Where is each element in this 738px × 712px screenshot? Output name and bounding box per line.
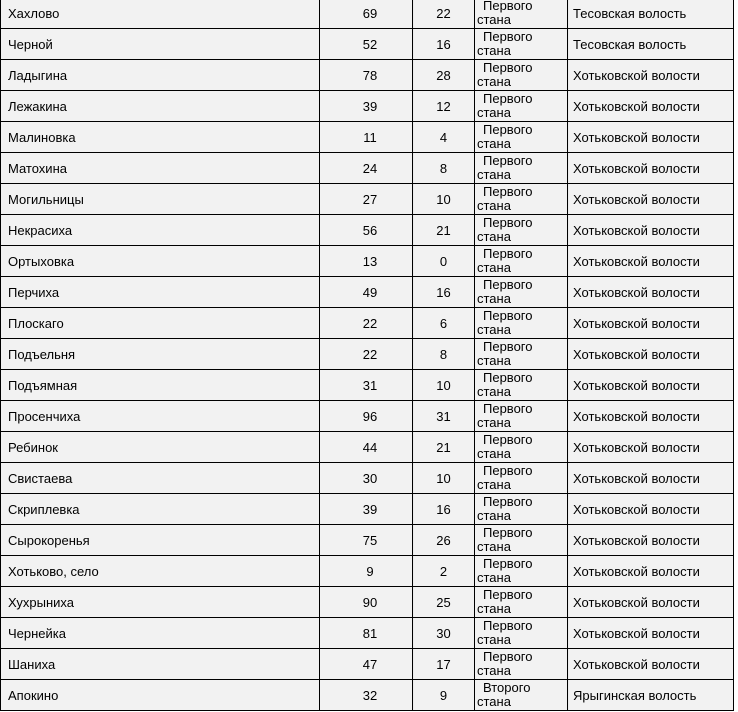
table-row bbox=[1, 246, 734, 277]
count-1-cell: 81 bbox=[320, 618, 413, 649]
table-row bbox=[1, 556, 734, 587]
table-row bbox=[1, 618, 734, 649]
count-2-cell: 21 bbox=[413, 215, 475, 246]
volost-cell: Хотьковской волости bbox=[568, 122, 734, 153]
stan-cell bbox=[475, 122, 568, 153]
settlement-name-cell: Черной bbox=[1, 29, 320, 60]
stan-cell bbox=[475, 29, 568, 60]
stan-label: Первого стана bbox=[477, 431, 533, 461]
count-1-cell: 96 bbox=[320, 401, 413, 432]
stan-label: Первого стана bbox=[477, 400, 533, 430]
volost-cell: Хотьковской волости bbox=[568, 525, 734, 556]
count-2-cell: 8 bbox=[413, 339, 475, 370]
table-row bbox=[1, 680, 734, 711]
settlement-name-cell: Хухрыниха bbox=[1, 587, 320, 618]
volost-cell: Хотьковской волости bbox=[568, 153, 734, 184]
settlement-name-cell: Могильницы bbox=[1, 184, 320, 215]
stan-label: Первого стана bbox=[477, 121, 533, 151]
count-1-cell: 47 bbox=[320, 649, 413, 680]
stan-cell bbox=[475, 60, 568, 91]
settlement-name-cell: Лежакина bbox=[1, 91, 320, 122]
settlement-name-cell: Малиновка bbox=[1, 122, 320, 153]
stan-cell bbox=[475, 91, 568, 122]
stan-label: Первого стана bbox=[477, 183, 533, 213]
count-1-cell: 44 bbox=[320, 432, 413, 463]
settlement-name-cell: Сырокоренья bbox=[1, 525, 320, 556]
count-1-cell: 31 bbox=[320, 370, 413, 401]
settlement-name-cell: Подъямная bbox=[1, 370, 320, 401]
stan-label: Первого стана bbox=[477, 338, 533, 368]
count-1-cell: 39 bbox=[320, 494, 413, 525]
settlement-name-cell: Подъельня bbox=[1, 339, 320, 370]
stan-cell bbox=[475, 432, 568, 463]
count-1-cell: 90 bbox=[320, 587, 413, 618]
stan-cell bbox=[475, 494, 568, 525]
count-1-cell: 9 bbox=[320, 556, 413, 587]
table-row bbox=[1, 525, 734, 556]
settlement-name-cell: Некрасиха bbox=[1, 215, 320, 246]
table-row bbox=[1, 339, 734, 370]
volost-cell: Хотьковской волости bbox=[568, 308, 734, 339]
table-row bbox=[1, 215, 734, 246]
stan-label: Первого стана bbox=[477, 276, 533, 306]
volost-cell: Ярыгинская волость bbox=[568, 680, 734, 711]
stan-cell bbox=[475, 401, 568, 432]
count-2-cell: 2 bbox=[413, 556, 475, 587]
volost-cell: Хотьковской волости bbox=[568, 370, 734, 401]
count-1-cell: 11 bbox=[320, 122, 413, 153]
count-1-cell: 39 bbox=[320, 91, 413, 122]
settlement-name-cell: Скриплевка bbox=[1, 494, 320, 525]
stan-label: Первого стана bbox=[477, 555, 533, 585]
table-row bbox=[1, 277, 734, 308]
volost-cell: Хотьковской волости bbox=[568, 401, 734, 432]
table-row bbox=[1, 60, 734, 91]
table-row bbox=[1, 432, 734, 463]
stan-cell bbox=[475, 215, 568, 246]
count-2-cell: 16 bbox=[413, 494, 475, 525]
stan-cell bbox=[475, 308, 568, 339]
stan-label: Второго стана bbox=[477, 679, 531, 709]
table-row bbox=[1, 184, 734, 215]
table-row bbox=[1, 153, 734, 184]
stan-cell bbox=[475, 587, 568, 618]
stan-cell bbox=[475, 339, 568, 370]
volost-cell: Хотьковской волости bbox=[568, 649, 734, 680]
volost-cell: Хотьковской волости bbox=[568, 184, 734, 215]
volost-cell: Хотьковской волости bbox=[568, 618, 734, 649]
table-row bbox=[1, 649, 734, 680]
settlement-name-cell: Просенчиха bbox=[1, 401, 320, 432]
volost-cell: Хотьковской волости bbox=[568, 60, 734, 91]
stan-cell bbox=[475, 277, 568, 308]
settlement-name-cell: Апокино bbox=[1, 680, 320, 711]
stan-cell bbox=[475, 680, 568, 711]
count-1-cell: 32 bbox=[320, 680, 413, 711]
count-1-cell: 27 bbox=[320, 184, 413, 215]
volost-cell: Тесовская волость bbox=[568, 0, 734, 29]
stan-cell bbox=[475, 370, 568, 401]
volost-cell: Хотьковской волости bbox=[568, 463, 734, 494]
stan-label: Первого стана bbox=[477, 59, 533, 89]
count-2-cell: 31 bbox=[413, 401, 475, 432]
stan-label: Первого стана bbox=[477, 369, 533, 399]
settlement-name-cell: Чернейка bbox=[1, 618, 320, 649]
count-2-cell: 16 bbox=[413, 277, 475, 308]
stan-label: Первого стана bbox=[477, 0, 533, 27]
settlement-name-cell: Перчиха bbox=[1, 277, 320, 308]
stan-cell bbox=[475, 556, 568, 587]
stan-cell bbox=[475, 246, 568, 277]
count-1-cell: 75 bbox=[320, 525, 413, 556]
table-row bbox=[1, 494, 734, 525]
table-row bbox=[1, 91, 734, 122]
count-2-cell: 4 bbox=[413, 122, 475, 153]
settlements-table-body bbox=[1, 0, 734, 711]
count-2-cell: 30 bbox=[413, 618, 475, 649]
settlement-name-cell: Ребинок bbox=[1, 432, 320, 463]
volost-cell: Хотьковской волости bbox=[568, 215, 734, 246]
settlement-name-cell: Свистаева bbox=[1, 463, 320, 494]
stan-cell bbox=[475, 525, 568, 556]
count-2-cell: 10 bbox=[413, 370, 475, 401]
stan-label: Первого стана bbox=[477, 214, 533, 244]
stan-label: Первого стана bbox=[477, 648, 533, 678]
stan-label: Первого стана bbox=[477, 90, 533, 120]
settlement-name-cell: Шаниха bbox=[1, 649, 320, 680]
stan-cell bbox=[475, 184, 568, 215]
table-row bbox=[1, 308, 734, 339]
settlement-name-cell: Плоскаго bbox=[1, 308, 320, 339]
count-2-cell: 8 bbox=[413, 153, 475, 184]
stan-label: Первого стана bbox=[477, 28, 533, 58]
table-row bbox=[1, 29, 734, 60]
stan-cell bbox=[475, 649, 568, 680]
stan-label: Первого стана bbox=[477, 524, 533, 554]
stan-label: Первого стана bbox=[477, 152, 533, 182]
settlement-name-cell: Ладыгина bbox=[1, 60, 320, 91]
count-1-cell: 30 bbox=[320, 463, 413, 494]
settlement-name-cell: Ортыховка bbox=[1, 246, 320, 277]
count-1-cell: 52 bbox=[320, 29, 413, 60]
volost-cell: Хотьковской волости bbox=[568, 91, 734, 122]
volost-cell: Хотьковской волости bbox=[568, 587, 734, 618]
table-row bbox=[1, 0, 734, 29]
table-row bbox=[1, 122, 734, 153]
settlement-name-cell: Хотьково, село bbox=[1, 556, 320, 587]
volost-cell: Хотьковской волости bbox=[568, 432, 734, 463]
stan-cell bbox=[475, 618, 568, 649]
table-row bbox=[1, 370, 734, 401]
count-2-cell: 0 bbox=[413, 246, 475, 277]
count-2-cell: 12 bbox=[413, 91, 475, 122]
settlement-name-cell: Хахлово bbox=[1, 0, 320, 29]
stan-label: Первого стана bbox=[477, 307, 533, 337]
table-row bbox=[1, 401, 734, 432]
count-2-cell: 10 bbox=[413, 184, 475, 215]
stan-label: Первого стана bbox=[477, 462, 533, 492]
settlement-name-cell: Матохина bbox=[1, 153, 320, 184]
count-2-cell: 21 bbox=[413, 432, 475, 463]
volost-cell: Хотьковской волости bbox=[568, 246, 734, 277]
stan-label: Первого стана bbox=[477, 586, 533, 616]
stan-label: Первого стана bbox=[477, 245, 533, 275]
count-1-cell: 22 bbox=[320, 308, 413, 339]
count-2-cell: 22 bbox=[413, 0, 475, 29]
count-1-cell: 56 bbox=[320, 215, 413, 246]
volost-cell: Хотьковской волости bbox=[568, 277, 734, 308]
stan-cell bbox=[475, 463, 568, 494]
count-1-cell: 24 bbox=[320, 153, 413, 184]
count-2-cell: 9 bbox=[413, 680, 475, 711]
count-2-cell: 17 bbox=[413, 649, 475, 680]
count-2-cell: 26 bbox=[413, 525, 475, 556]
count-1-cell: 13 bbox=[320, 246, 413, 277]
count-2-cell: 28 bbox=[413, 60, 475, 91]
volost-cell: Хотьковской волости bbox=[568, 494, 734, 525]
stan-cell bbox=[475, 153, 568, 184]
volost-cell: Хотьковской волости bbox=[568, 556, 734, 587]
stan-label: Первого стана bbox=[477, 493, 533, 523]
count-1-cell: 78 bbox=[320, 60, 413, 91]
count-1-cell: 22 bbox=[320, 339, 413, 370]
stan-cell bbox=[475, 0, 568, 29]
stan-label: Первого стана bbox=[477, 617, 533, 647]
count-1-cell: 69 bbox=[320, 0, 413, 29]
count-2-cell: 25 bbox=[413, 587, 475, 618]
count-2-cell: 6 bbox=[413, 308, 475, 339]
count-2-cell: 10 bbox=[413, 463, 475, 494]
volost-cell: Тесовская волость bbox=[568, 29, 734, 60]
table-row bbox=[1, 587, 734, 618]
count-2-cell: 16 bbox=[413, 29, 475, 60]
table-row bbox=[1, 463, 734, 494]
volost-cell: Хотьковской волости bbox=[568, 339, 734, 370]
count-1-cell: 49 bbox=[320, 277, 413, 308]
